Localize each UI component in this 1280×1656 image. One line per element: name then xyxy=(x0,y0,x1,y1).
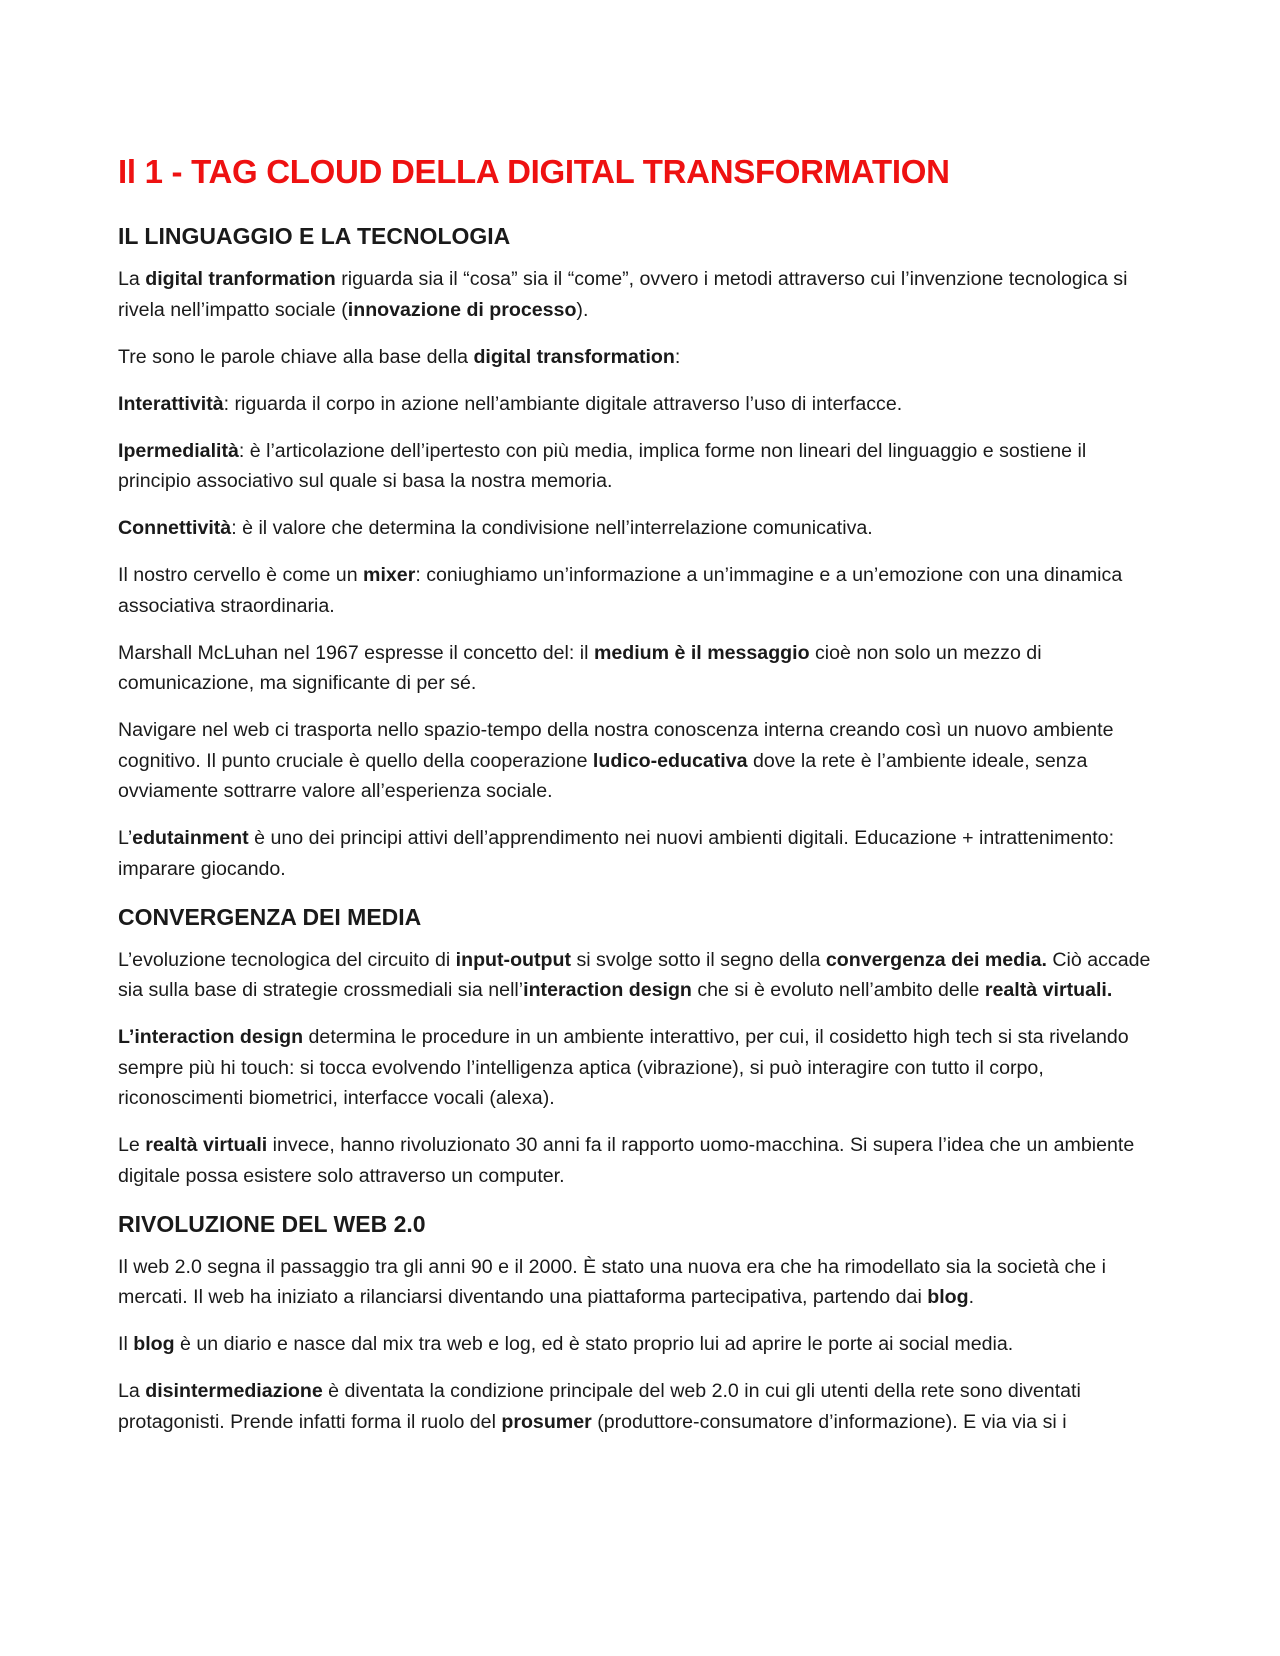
bold-text: convergenza dei media. xyxy=(825,948,1047,971)
bold-text: innovazione di processo xyxy=(347,298,577,321)
text-run: Tre sono le parole chiave alla base della xyxy=(118,345,474,368)
bold-text: blog xyxy=(133,1333,175,1355)
document-page xyxy=(118,150,1163,1454)
text-run: è un diario e nasce dal mix tra web e log, ed è stato proprio lui ad aprire le porte ai social media. xyxy=(174,1333,1014,1355)
text-run: è uno dei principi attivi dell’apprendimento nei nuovi ambienti digitali. Educazione + intrattenimento: imparare giocando. xyxy=(118,827,1115,880)
bold-text: mixer xyxy=(363,564,416,586)
paragraph xyxy=(118,945,1163,1006)
section-body xyxy=(118,1252,1163,1438)
section-convergenza-media xyxy=(118,901,1163,1192)
bold-text: input-output xyxy=(455,948,571,971)
text-run: : riguarda il corpo in azione nell’ambiante digitale attraverso l’uso di interfacce. xyxy=(223,392,903,415)
text-run: . xyxy=(968,1286,975,1308)
text-run: La xyxy=(118,268,146,290)
text-run: dove la rete è l’ambiente ideale, senza ovviamente sottrarre valore all’esperienza sociale. xyxy=(118,749,1088,802)
paragraph xyxy=(118,389,1163,420)
paragraph xyxy=(118,1329,1163,1360)
text-run: L’ xyxy=(118,827,133,849)
text-run: L’evoluzione tecnologica del circuito di xyxy=(118,948,456,971)
section-rivoluzione-web xyxy=(118,1208,1163,1438)
text-run: : è l’articolazione dell’ipertesto con più media, implica forme non lineari del linguaggio e sostiene il principio associativo sul quale si basa la nostra memoria. xyxy=(118,439,1087,492)
bold-text: Interattività xyxy=(118,392,224,415)
paragraph xyxy=(118,513,1163,544)
text-run: invece, hanno rivoluzionato 30 anni fa il rapporto uomo-macchina. Si supera l’idea che un ambiente digitale possa esistere solo attraverso un computer. xyxy=(118,1134,1135,1187)
bold-text: realtà virtuali. xyxy=(984,979,1113,1001)
bold-text: digital transformation xyxy=(473,345,675,368)
section-heading: CONVERGENZA DEI MEDIA xyxy=(118,903,422,930)
bold-text: Ipermedialità xyxy=(118,439,239,462)
section-heading: RIVOLUZIONE DEL WEB 2.0 xyxy=(118,1210,426,1237)
text-run: è diventata la condizione principale del web 2.0 in cui gli utenti della rete sono diventati protagonisti. Prende infatti forma il ruolo del xyxy=(118,1380,1081,1433)
bold-text: disintermediazione xyxy=(145,1380,323,1402)
bold-text: ludico-educativa xyxy=(592,749,748,772)
bold-text: L’interaction design xyxy=(118,1026,304,1048)
text-run: La xyxy=(118,1380,146,1402)
text-run: che si è evoluto nell’ambito delle xyxy=(691,979,985,1001)
text-run: Ciò accade sia sulla base di strategie crossmediali sia nell’ xyxy=(118,948,1151,1001)
section-linguaggio-tecnologia xyxy=(118,220,1163,884)
section-heading: IL LINGUAGGIO E LA TECNOLOGIA xyxy=(118,223,511,249)
paragraph xyxy=(118,638,1163,699)
paragraph xyxy=(118,1022,1163,1114)
text-run: Il xyxy=(118,1333,134,1355)
paragraph xyxy=(118,264,1163,325)
paragraph xyxy=(118,1252,1163,1313)
text-run: cioè non solo un mezzo di comunicazione, ma significante di per sé. xyxy=(118,641,1042,694)
bold-text: blog xyxy=(927,1286,969,1308)
paragraph xyxy=(118,823,1163,884)
document-title: Il 1 - TAG CLOUD DELLA DIGITAL TRANSFORMATION xyxy=(118,153,950,190)
text-run: : è il valore che determina la condivisione nell’interrelazione comunicativa. xyxy=(231,517,873,539)
text-run: : xyxy=(674,345,681,368)
text-run: Navigare nel web ci trasporta nello spazio-tempo della nostra conoscenza interna creando così un nuovo ambiente cognitivo. Il punto cruciale è quello della cooperazione xyxy=(118,719,1114,772)
text-run: determina le procedure in un ambiente interattivo, per cui, il cosidetto high tech si sta rivelando sempre più hi touch: si tocca evolvendo l’intelligenza aptica (vibrazione), si può interagire con tutto il corpo, riconoscimenti biometrici, interfacce vocali (alexa). xyxy=(118,1026,1129,1109)
paragraph xyxy=(118,1376,1163,1437)
bold-text: realtà virtuali xyxy=(145,1134,268,1156)
bold-text: prosumer xyxy=(501,1410,592,1433)
section-body xyxy=(118,264,1163,884)
text-run: Il web 2.0 segna il passaggio tra gli anni 90 e il 2000. È stato una nuova era che ha rimodellato sia la società che i mercati. Il web ha iniziato a rilanciarsi diventando una piattaforma partecipativa, partendo dai xyxy=(118,1255,1106,1308)
paragraph xyxy=(118,342,1163,373)
text-run: Marshall McLuhan nel 1967 espresse il concetto del: il xyxy=(118,641,594,664)
text-run: riguarda sia il “cosa” sia il “come”, ovvero i metodi attraverso cui l’invenzione tecnologica si rivela nell’impatto sociale ( xyxy=(118,268,1128,321)
text-run: Il nostro cervello è come un xyxy=(118,564,364,586)
bold-text: Connettività xyxy=(118,517,232,539)
paragraph xyxy=(118,436,1163,497)
text-run: : coniughiamo un’informazione a un’immagine e a un’emozione con una dinamica associativa straordinaria. xyxy=(118,564,1123,617)
text-run: Le xyxy=(118,1134,146,1156)
bold-text: edutainment xyxy=(132,827,249,849)
section-body xyxy=(118,945,1163,1192)
text-run: ). xyxy=(576,298,589,321)
bold-text: interaction design xyxy=(523,979,692,1001)
paragraph xyxy=(118,715,1163,807)
text-run: si svolge sotto il segno della xyxy=(571,948,826,971)
paragraph xyxy=(118,1130,1163,1191)
bold-text: medium è il messaggio xyxy=(593,641,810,664)
text-run: (produttore-consumatore d’informazione). E via via si i xyxy=(591,1410,1067,1433)
bold-text: digital tranformation xyxy=(145,268,336,290)
paragraph xyxy=(118,560,1163,621)
